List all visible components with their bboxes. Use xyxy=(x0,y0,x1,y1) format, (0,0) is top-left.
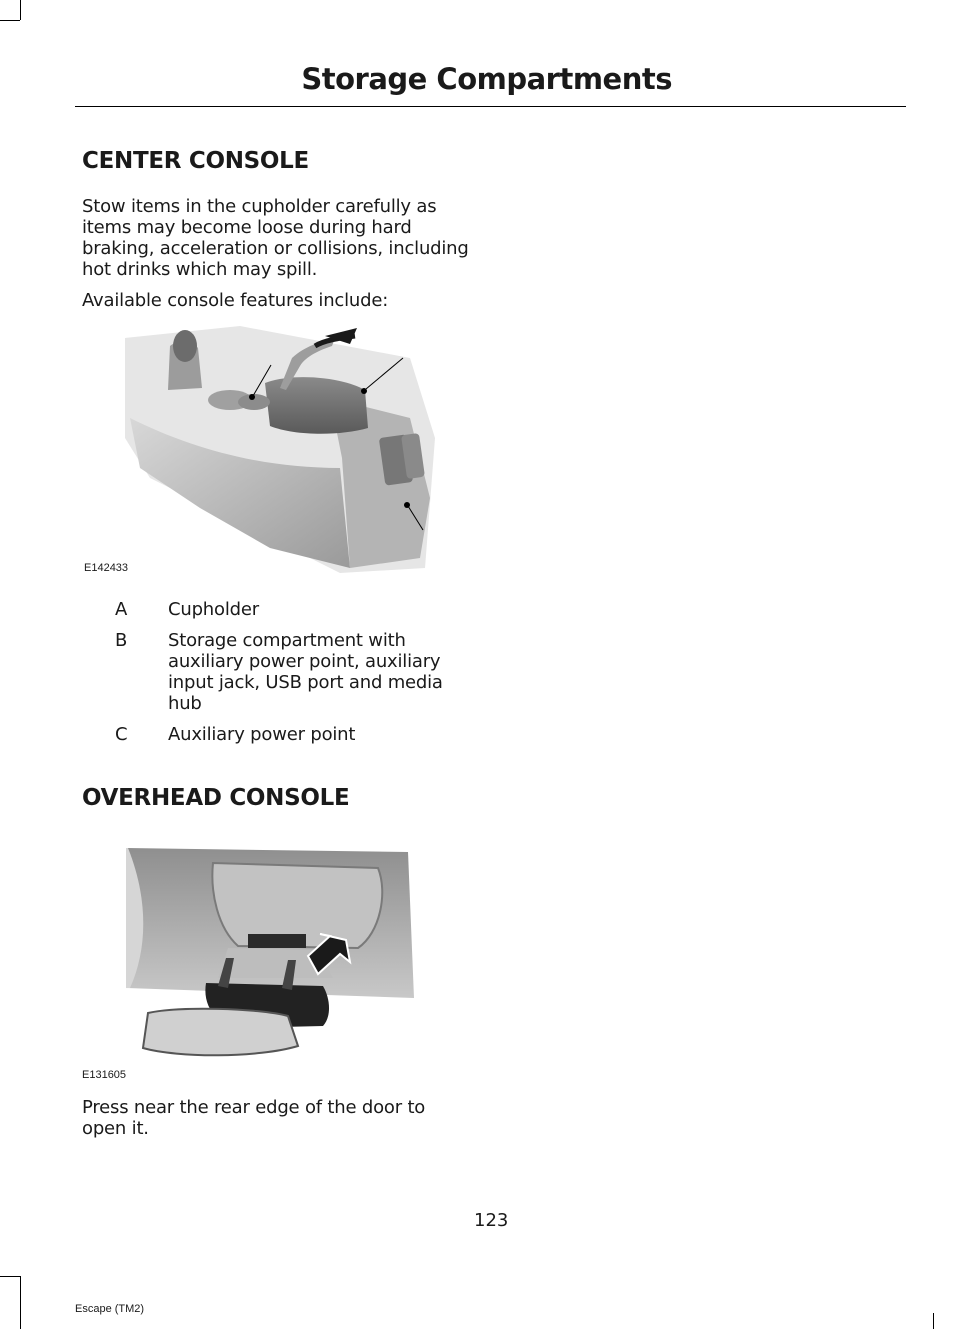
page-header xyxy=(75,58,906,107)
legend-item xyxy=(82,724,482,745)
legend-text: Storage compartment with auxiliary power point, auxiliary input jack, USB port and media hub xyxy=(168,630,443,714)
legend-item xyxy=(82,630,482,714)
legend-item xyxy=(82,599,482,620)
center-console-illustration xyxy=(110,318,440,576)
crop-mark xyxy=(20,1276,21,1329)
overhead-console-illustration xyxy=(118,838,418,1068)
legend-key: B xyxy=(115,630,128,651)
legend-text: Auxiliary power point xyxy=(168,724,356,745)
center-console-heading: CENTER CONSOLE xyxy=(82,148,309,174)
legend-key: A xyxy=(115,599,128,620)
page-number: 123 xyxy=(474,1210,509,1231)
figure-code: E131605 xyxy=(82,1069,127,1081)
figure-code: E142433 xyxy=(84,562,129,574)
console-features-intro: Available console features include: xyxy=(82,290,389,311)
crop-mark xyxy=(0,1276,20,1277)
crop-mark xyxy=(0,20,20,21)
crop-mark xyxy=(933,1313,934,1329)
crop-mark xyxy=(20,0,21,20)
overhead-console-heading: OVERHEAD CONSOLE xyxy=(82,785,350,811)
legend-key: C xyxy=(115,724,128,745)
page-title: Storage Compartments xyxy=(301,62,672,96)
cupholder-warning: Stow items in the cupholder carefully as items may become loose during hard braking, acceleration or collisions, including hot drinks which may spill. xyxy=(82,196,469,280)
console-legend xyxy=(82,599,482,755)
footer-model: Escape (TM2) xyxy=(75,1303,145,1315)
overhead-instruction: Press near the rear edge of the door to open it. xyxy=(82,1097,426,1139)
legend-text: Cupholder xyxy=(168,599,259,620)
